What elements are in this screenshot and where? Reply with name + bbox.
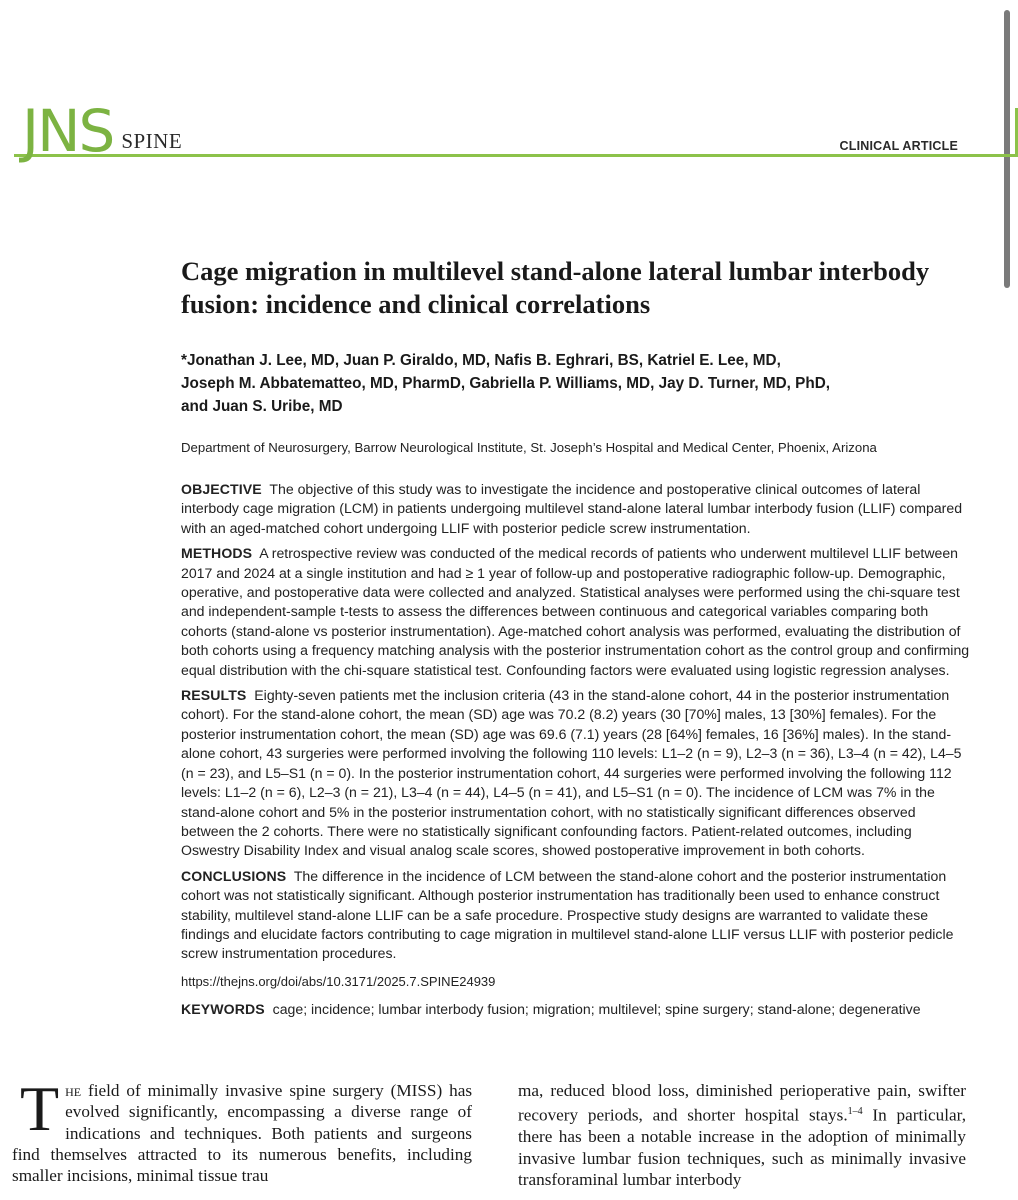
section-text: The objective of this study was to investigate the incidence and postoperative clinical outcomes of lateral interbody cage migration (LCM) in patients undergoing multilevel stand-alone lateral lumbar interbody fusion (LLIF) compared with an aged-matched cohort undergoing LLIF with posterior pedicle screw instrumentation. [181, 481, 963, 536]
section-text: Eighty-seven patients met the inclusion criteria (43 in the stand-alone cohort, 44 in the posterior instrumentation cohort). For the stand-alone cohort, the mean (SD) age was 70.2 (8.2) years (30 [70%] males, 13 [30%] females). For the posterior instrumentation cohort, the mean (SD) age was 69.6 (7.1) years (28 [64%] females, 16 [36%] males). In the stand-alone cohort, 43 surgeries were performed involving the following 110 levels: L1–2 (n = 9), L2–3 (n = 36), L3–4 (n = 42), L4–5 (n = 23), and L5–S1 (n = 0). In the posterior instrumentation cohort, 44 surgeries were performed involving the following 112 levels: L1–2 (n = 6), L2–3 (n = 21), L3–4 (n = 44), L4–5 (n = 41), and L5–S1 (n = 0). The incidence of LCM was 7% in the stand-alone cohort and 5% in the posterior instrumentation cohort, with no statistically significant differences observed between the 2 cohorts. There were no statistically significant confounding factors. Patient-related outcomes, including Oswestry Disability Index and visual analog scale scores, showed postoperative improvement in both cohorts. [181, 687, 962, 859]
lead-smallcaps: he [65, 1081, 82, 1100]
keywords-text: cage; incidence; lumbar interbody fusion; migration; multilevel; spine surgery; stand-alone; degenerative [272, 1001, 921, 1018]
section-text: A retrospective review was conducted of the medical records of patients who underwent multilevel LLIF between 2017 and 2024 at a single institution and had ≥ 1 year of follow-up and postoperative radiographic follow-up. Demographic, operative, and postoperative data were collected and analyzed. Statistical analyses were performed using the chi-square test and independent-sample t-tests to assess the differences between continuous and categorical variables comparing both cohorts (stand-alone vs posterior instrumentation). Age-matched cohort analysis was performed, evaluating the distribution of both cohorts using a frequency matching analysis with the posterior instrumentation cohort as the control group and confirming equal distribution with the chi-square statistical test. Confounding factors were evaluated using logistic regression analyses. [181, 545, 970, 678]
author-line: *Jonathan J. Lee, MD, Juan P. Giraldo, MD, Nafis B. Eghrari, BS, Katriel E. Lee, MD, [181, 352, 781, 369]
body-text [12, 1073, 972, 1200]
doi-link[interactable]: https://thejns.org/doi/abs/10.3171/2025.7.SPINE24939 [181, 973, 496, 989]
author-list [181, 349, 961, 418]
body-text-right-cont: In particular, there has been a notable increase in the adoption of minimally invasive lumbar fusion techniques, such as minimally invasive transforaminal lumbar interbody [518, 1106, 966, 1189]
abstract-conclusions [181, 867, 971, 964]
article-title: Cage migration in multilevel stand-alone lateral lumbar interbody fusion: incidence and clinical correlations [181, 256, 930, 319]
affiliation: Department of Neurosurgery, Barrow Neurological Institute, St. Joseph’s Hospital and Medical Center, Phoenix, Arizona [181, 440, 877, 455]
reference-marker[interactable]: 1–4 [847, 1106, 863, 1118]
author-line: and Juan S. Uribe, MD [181, 398, 343, 415]
article-type-label: CLINICAL ARTICLE [839, 139, 958, 153]
author-line: Joseph M. Abbatematteo, MD, PharmD, Gabriella P. Williams, MD, Jay D. Turner, MD, PhD, [181, 375, 830, 392]
abstract-results [181, 686, 971, 861]
body-column-right [518, 1080, 966, 1190]
section-text: The difference in the incidence of LCM between the stand-alone cohort and the posterior instrumentation cohort was not statistically significant. Although posterior instrumentation has traditionally been used to enhance construct stability, multilevel stand-alone LLIF can be a safe procedure. Prospective study designs are warranted to validate these findings and elucidate factors contributing to cage migration in multilevel stand-alone LLIF versus LLIF with posterior pedicle screw instrumentation procedures. [181, 867, 954, 962]
journal-mark: JNS [22, 97, 114, 165]
abstract-methods [181, 544, 971, 680]
journal-logo [22, 90, 183, 165]
body-column-left [12, 1073, 473, 1186]
body-paragraph [518, 1080, 966, 1190]
section-heading: METHODS [181, 545, 253, 562]
abstract-objective [181, 480, 971, 538]
body-paragraph [12, 1073, 473, 1186]
drop-cap: T [20, 1073, 60, 1144]
section-heading: KEYWORDS [181, 1001, 265, 1018]
section-heading: OBJECTIVE [181, 481, 262, 497]
section-heading: RESULTS [181, 687, 247, 704]
keywords [181, 1000, 971, 1019]
body-text-left: field of minimally invasive spine surgery (MISS) has evolved significantly, encompassing a diverse range of indications and techniques. Both patients and surgeons find themselves attracted to its numerous benefits, including smaller incisions, minimal tissue trau [12, 1081, 473, 1186]
section-heading: CONCLUSIONS [181, 867, 287, 884]
journal-section: SPINE [121, 129, 183, 153]
abstract [181, 480, 971, 1026]
scrollbar[interactable] [1004, 10, 1010, 288]
body-text-right: ma, reduced blood loss, diminished perioperative pain, swifter recovery periods, and shorter hospital stays. [518, 1081, 966, 1126]
